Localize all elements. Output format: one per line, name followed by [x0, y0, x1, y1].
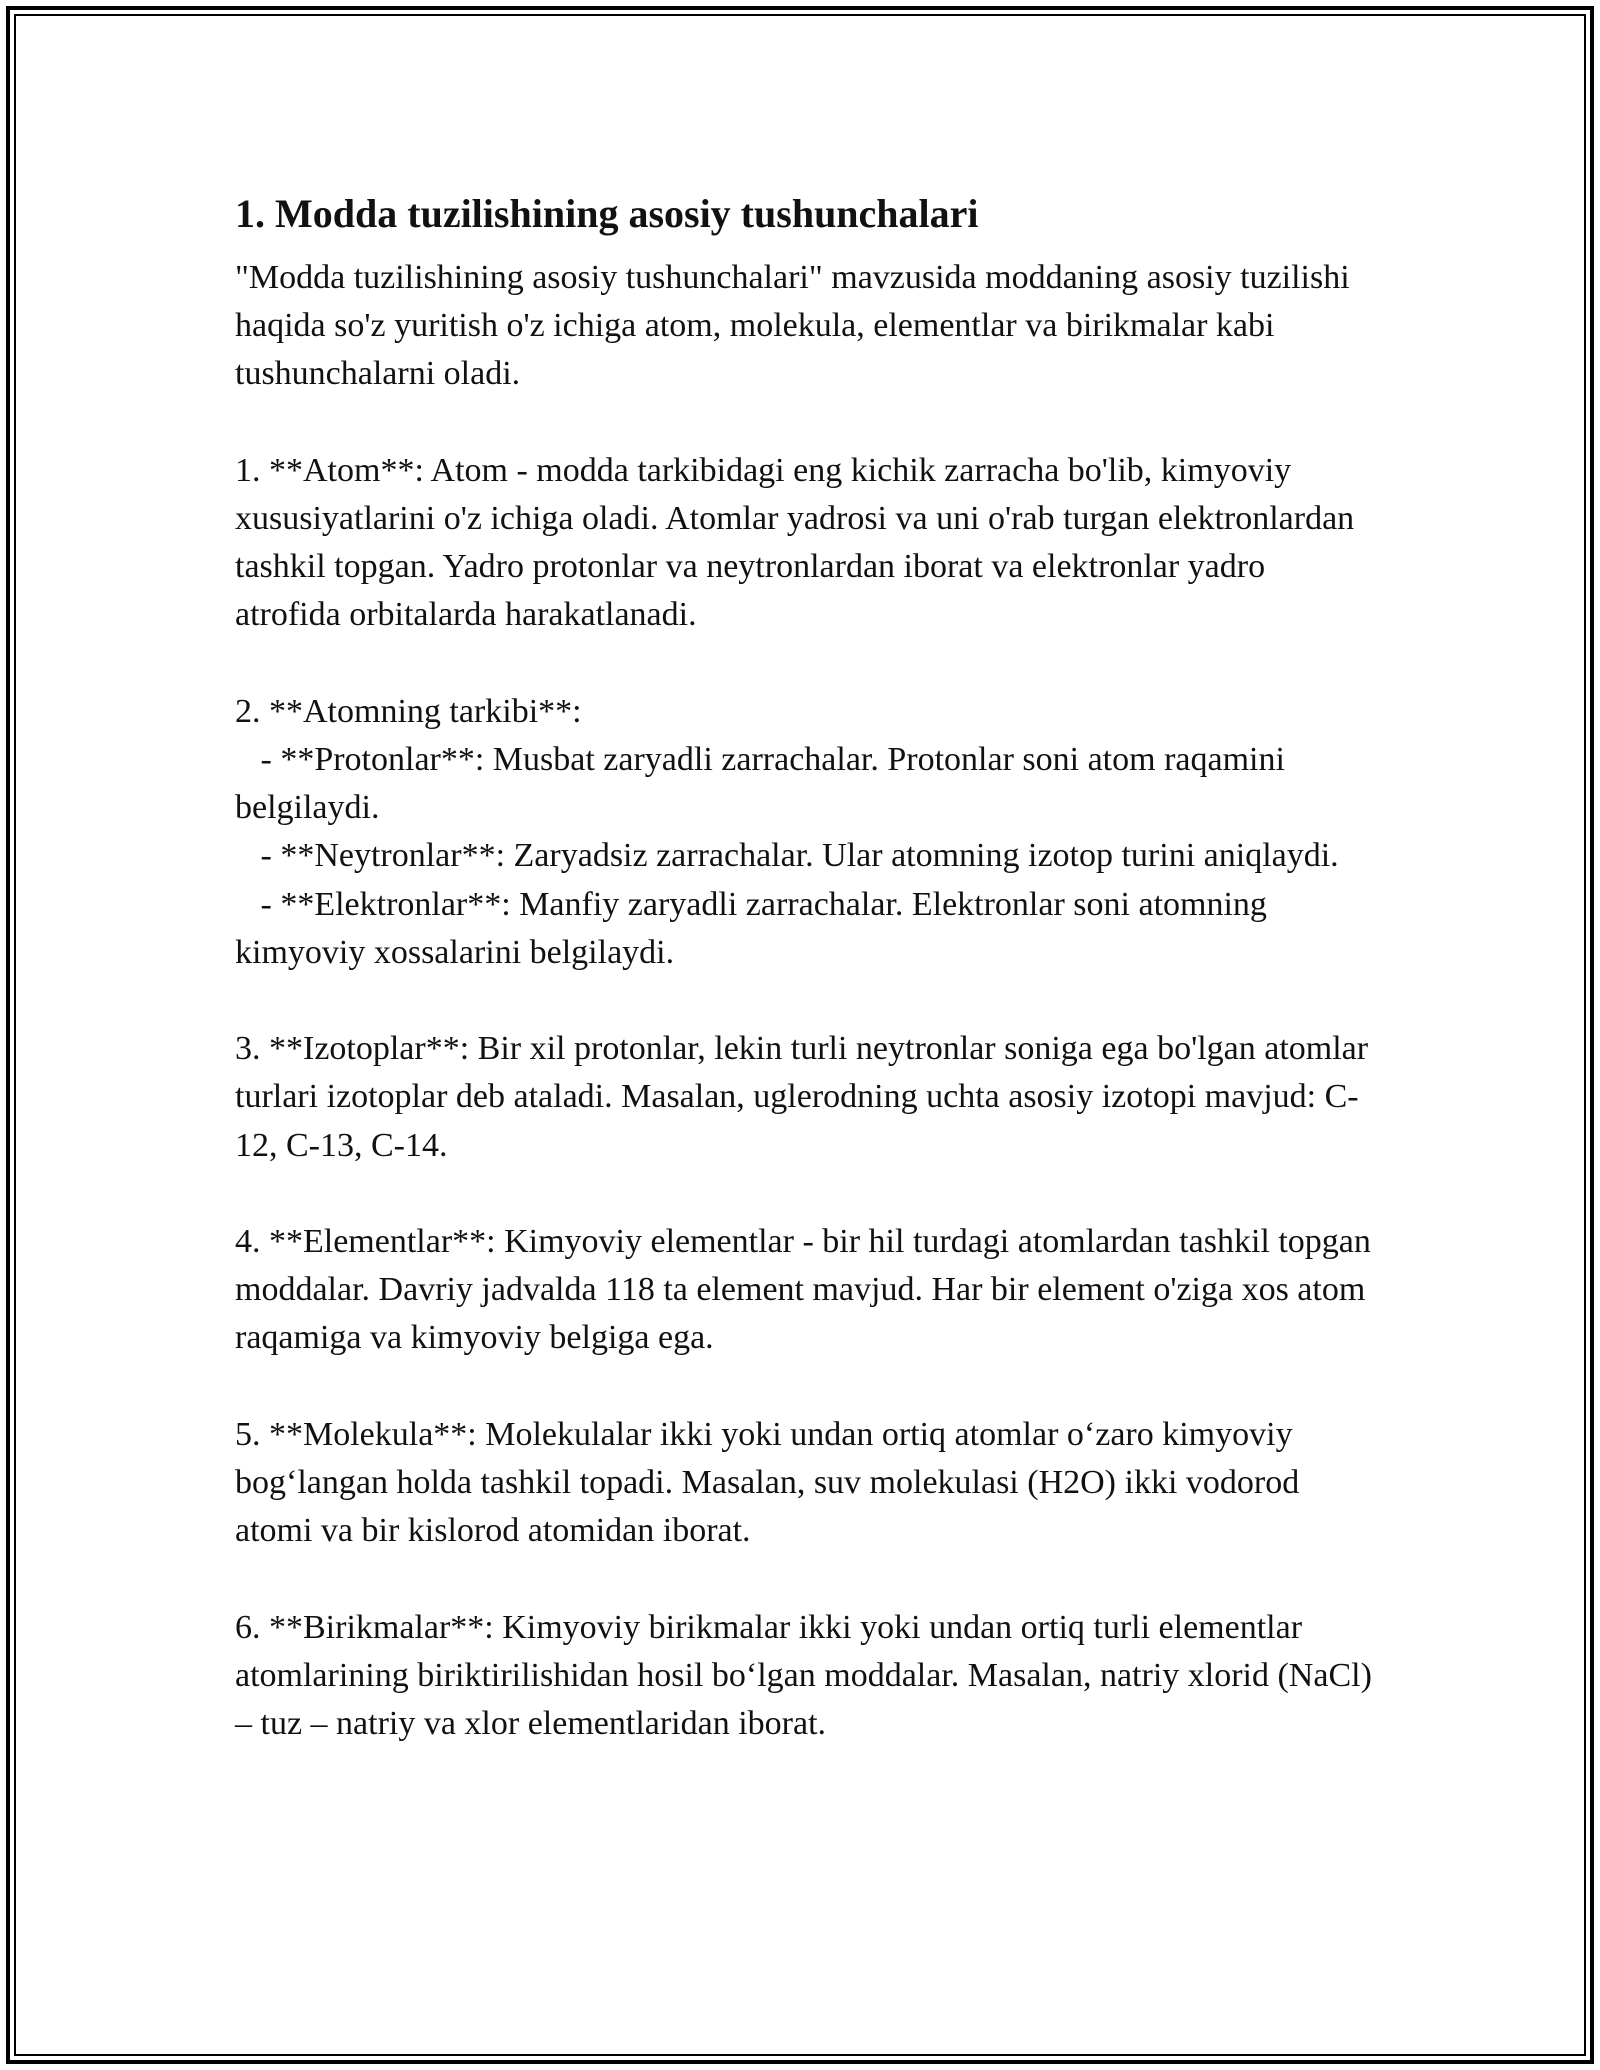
section-atom: 1. **Atom**: Atom - modda tarkibidagi eng kichik zarracha bo'lib, kimyoviy xususiyatlarini o'z ichiga oladi. Atomlar yadrosi va uni o'rab turgan elektronlardan tashkil topgan. Yadro protonlar va neytronlardan iborat va elektronlar yadro atrofida orbitalarda harakatlanadi. [235, 451, 1363, 634]
section-heading: 2. **Atomning tarkibi**: [235, 692, 582, 730]
section-atom-composition [235, 688, 1375, 977]
intro-paragraph: "Modda tuzilishining asosiy tushunchalari" mavzusida moddaning asosiy tuzilishi haqida so'z yuritish o'z ichiga atom, molekula, elementlar va birikmalar kabi tushunchalarni oladi. [235, 259, 1359, 393]
section-compounds: 6. **Birikmalar**: Kimyoviy birikmalar ikki yoki undan ortiq turli elementlar atomlarining biriktirilishidan hosil bo‘lgan moddalar. Masalan, natriy xlorid (NaCl) – tuz – natriy va xlor elementlaridan iborat. [235, 1608, 1381, 1742]
list-item-protons: - **Protonlar**: Musbat zaryadli zarrachalar. Protonlar soni atom raqamini belgilaydi. [235, 741, 1294, 827]
list-item-electrons: - **Elektronlar**: Manfiy zaryadli zarrachalar. Elektronlar soni atomning kimyoviy xossalarini belgilaydi. [235, 885, 1276, 971]
section-molecule: 5. **Molekula**: Molekulalar ikki yoki undan ortiq atomlar o‘zaro kimyoviy bog‘langan holda tashkil topadi. Masalan, suv molekulasi (H2O) ikki vodorod atomi va bir kislorod atomidan iborat. [235, 1415, 1308, 1550]
document-title: 1. Modda tuzilishining asosiy tushunchalari [235, 191, 979, 236]
list-item-neutrons: - **Neytronlar**: Zaryadsiz zarrachalar. Ular atomning izotop turini aniqlaydi. [235, 837, 1339, 875]
document-body [235, 186, 1381, 1796]
section-elements: 4. **Elementlar**: Kimyoviy elementlar - bir hil turdagi atomlardan tashkil topgan moddalar. Davriy jadvalda 118 ta element mavjud. Har bir element o'ziga xos atom raqamiga va kimyoviy belgiga ega. [235, 1223, 1380, 1357]
section-isotopes: 3. **Izotoplar**: Bir xil protonlar, lekin turli neytronlar soniga ega bo'lgan atomlar turlari izotoplar deb ataladi. Masalan, uglerodning uchta asosiy izotopi mavjud: C-12, C-13, C-14. [235, 1030, 1377, 1164]
